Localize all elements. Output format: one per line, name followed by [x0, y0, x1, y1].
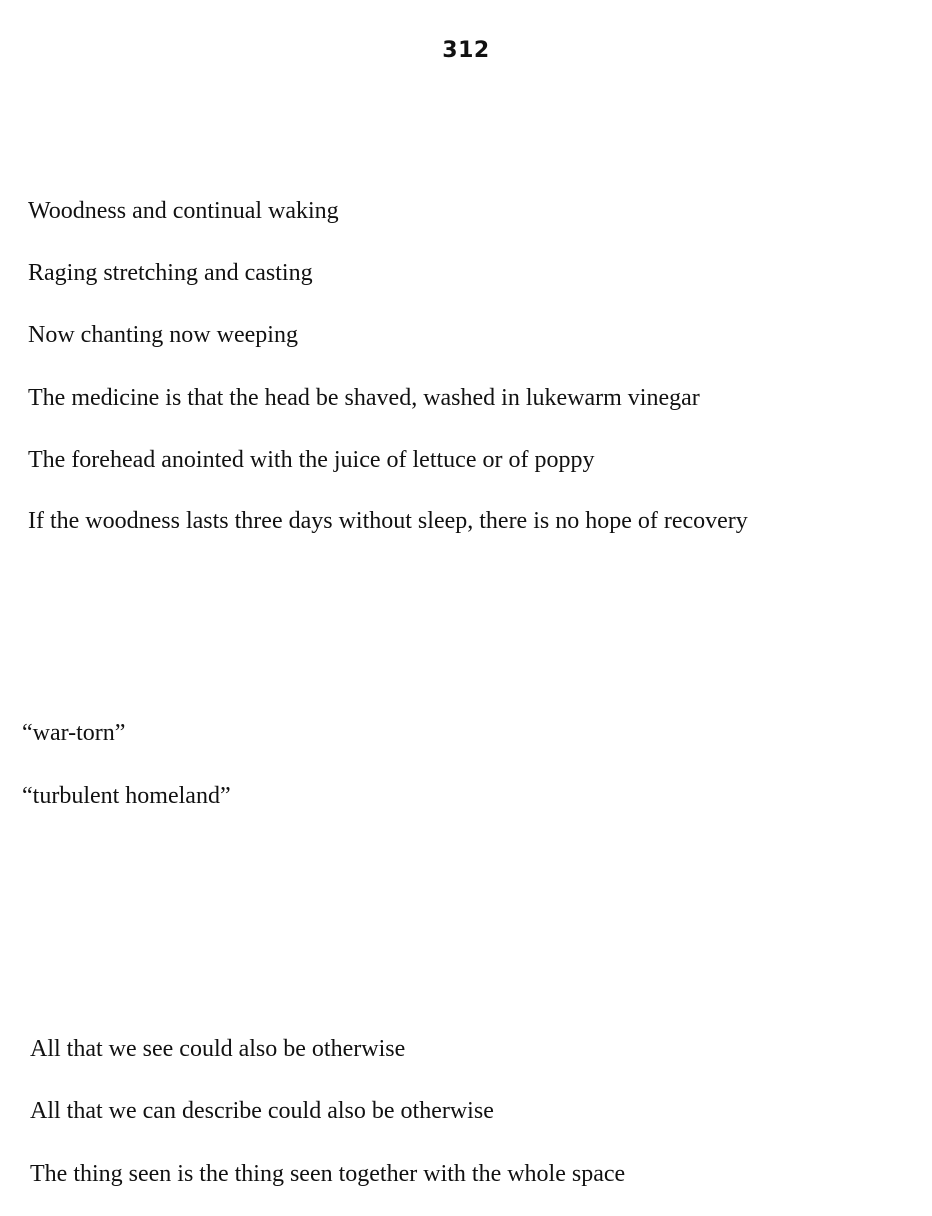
stanza-3-line-2: All that we can describe could also be otherwise [30, 1098, 494, 1124]
stanza-1-line-4: The medicine is that the head be shaved, washed in lukewarm vinegar [28, 385, 700, 411]
stanza-3-line-3: The thing seen is the thing seen together with the whole space [30, 1161, 626, 1187]
stanza-3-line-1: All that we see could also be otherwise [30, 1036, 406, 1062]
stanza-1-line-6: If the woodness lasts three days without sleep, there is no hope of recovery [28, 508, 748, 534]
stanza-1-line-3: Now chanting now weeping [28, 322, 298, 348]
page-number: 312 [442, 38, 490, 63]
stanza-2-line-1: “war-torn” [22, 720, 126, 746]
stanza-1-line-5: The forehead anointed with the juice of lettuce or of poppy [28, 447, 595, 473]
stanza-1-line-1: Woodness and continual waking [28, 198, 339, 224]
stanza-1-line-2: Raging stretching and casting [28, 260, 313, 286]
stanza-2-line-2: “turbulent homeland” [22, 783, 231, 809]
